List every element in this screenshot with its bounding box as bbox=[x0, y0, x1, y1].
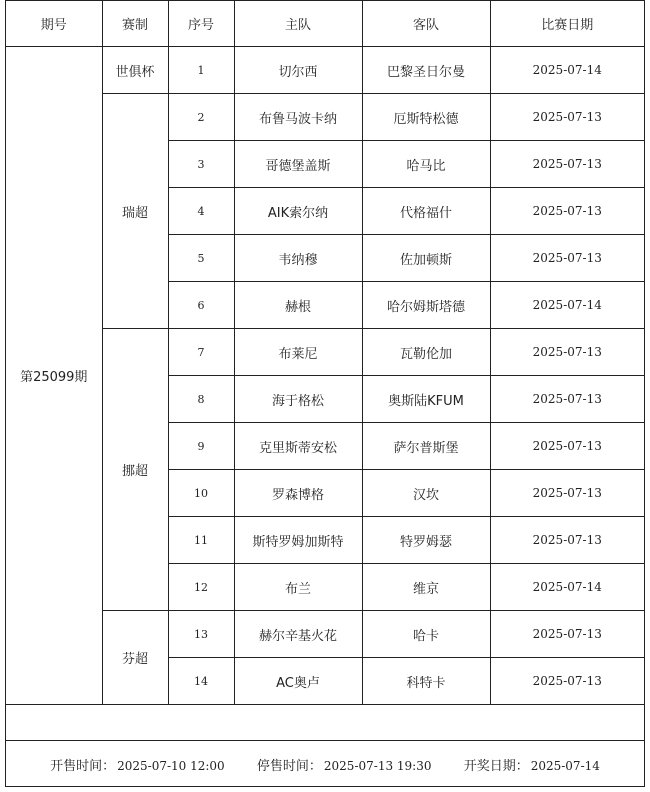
match-date-cell: 2025-07-13 bbox=[490, 188, 644, 235]
draw-date bbox=[464, 755, 600, 774]
home-team-cell: 斯特罗姆加斯特 bbox=[234, 517, 362, 564]
match-date-cell: 2025-07-14 bbox=[490, 564, 644, 611]
index-cell: 5 bbox=[168, 235, 234, 282]
schedule-sheet bbox=[5, 0, 645, 787]
home-team-cell: 布鲁马波卡纳 bbox=[234, 94, 362, 141]
league-cell: 世俱杯 bbox=[102, 47, 168, 94]
away-team-cell: 瓦勒伦加 bbox=[362, 329, 490, 376]
draw-date-value: 2025-07-14 bbox=[530, 758, 600, 773]
home-team-cell: 克里斯蒂安松 bbox=[234, 423, 362, 470]
match-date-cell: 2025-07-13 bbox=[490, 235, 644, 282]
header-row bbox=[6, 1, 644, 47]
table-row bbox=[6, 94, 644, 141]
index-cell: 13 bbox=[168, 611, 234, 658]
away-team-cell: 佐加顿斯 bbox=[362, 235, 490, 282]
table-row bbox=[6, 611, 644, 658]
index-cell: 3 bbox=[168, 141, 234, 188]
match-date-cell: 2025-07-13 bbox=[490, 376, 644, 423]
sale-start-value: 2025-07-10 12:00 bbox=[117, 758, 225, 773]
header-date: 比赛日期 bbox=[490, 1, 644, 47]
index-cell: 2 bbox=[168, 94, 234, 141]
home-team-cell: 赫根 bbox=[234, 282, 362, 329]
header-home: 主队 bbox=[234, 1, 362, 47]
index-cell: 12 bbox=[168, 564, 234, 611]
away-team-cell: 特罗姆瑟 bbox=[362, 517, 490, 564]
home-team-cell: 韦纳穆 bbox=[234, 235, 362, 282]
match-date-cell: 2025-07-14 bbox=[490, 282, 644, 329]
index-cell: 8 bbox=[168, 376, 234, 423]
home-team-cell: 海于格松 bbox=[234, 376, 362, 423]
index-cell: 4 bbox=[168, 188, 234, 235]
away-team-cell: 萨尔普斯堡 bbox=[362, 423, 490, 470]
sale-end-value: 2025-07-13 19:30 bbox=[323, 758, 432, 773]
match-date-cell: 2025-07-13 bbox=[490, 517, 644, 564]
header-index: 序号 bbox=[168, 1, 234, 47]
match-date-cell: 2025-07-13 bbox=[490, 470, 644, 517]
home-team-cell: 哥德堡盖斯 bbox=[234, 141, 362, 188]
index-cell: 9 bbox=[168, 423, 234, 470]
draw-date-label: 开奖日期： bbox=[463, 758, 529, 774]
match-date-cell: 2025-07-13 bbox=[490, 94, 644, 141]
home-team-cell: 罗森博格 bbox=[234, 470, 362, 517]
match-date-cell: 2025-07-14 bbox=[490, 47, 644, 94]
away-team-cell: 巴黎圣日尔曼 bbox=[362, 47, 490, 94]
sale-end-label: 停售时间： bbox=[256, 758, 322, 774]
away-team-cell: 科特卡 bbox=[362, 658, 490, 705]
away-team-cell: 奥斯陆KFUM bbox=[362, 376, 490, 423]
index-cell: 10 bbox=[168, 470, 234, 517]
sale-start-label: 开售时间： bbox=[50, 758, 116, 774]
match-date-cell: 2025-07-13 bbox=[490, 423, 644, 470]
table-row bbox=[6, 329, 644, 376]
match-date-cell: 2025-07-13 bbox=[490, 611, 644, 658]
index-cell: 11 bbox=[168, 517, 234, 564]
away-team-cell: 维京 bbox=[362, 564, 490, 611]
table-row bbox=[6, 47, 644, 94]
league-cell: 挪超 bbox=[102, 329, 168, 611]
match-date-cell: 2025-07-13 bbox=[490, 141, 644, 188]
home-team-cell: 赫尔辛基火花 bbox=[234, 611, 362, 658]
away-team-cell: 汉坎 bbox=[362, 470, 490, 517]
home-team-cell: AIK索尔纳 bbox=[234, 188, 362, 235]
header-league: 赛制 bbox=[102, 1, 168, 47]
home-team-cell: 布兰 bbox=[234, 564, 362, 611]
header-away: 客队 bbox=[362, 1, 490, 47]
match-date-cell: 2025-07-13 bbox=[490, 329, 644, 376]
away-team-cell: 哈马比 bbox=[362, 141, 490, 188]
home-team-cell: 布莱尼 bbox=[234, 329, 362, 376]
sale-start bbox=[50, 755, 225, 774]
match-date-cell: 2025-07-13 bbox=[490, 658, 644, 705]
index-cell: 1 bbox=[168, 47, 234, 94]
away-team-cell: 代格福什 bbox=[362, 188, 490, 235]
period-cell: 第25099期 bbox=[6, 47, 102, 705]
league-cell: 瑞超 bbox=[102, 94, 168, 329]
away-team-cell: 哈卡 bbox=[362, 611, 490, 658]
match-table bbox=[6, 1, 644, 705]
away-team-cell: 厄斯特松德 bbox=[362, 94, 490, 141]
index-cell: 14 bbox=[168, 658, 234, 705]
sale-info-footer bbox=[6, 741, 644, 787]
home-team-cell: AC奥卢 bbox=[234, 658, 362, 705]
home-team-cell: 切尔西 bbox=[234, 47, 362, 94]
index-cell: 6 bbox=[168, 282, 234, 329]
index-cell: 7 bbox=[168, 329, 234, 376]
sale-end bbox=[257, 755, 432, 774]
away-team-cell: 哈尔姆斯塔德 bbox=[362, 282, 490, 329]
header-period: 期号 bbox=[6, 1, 102, 47]
league-cell: 芬超 bbox=[102, 611, 168, 705]
